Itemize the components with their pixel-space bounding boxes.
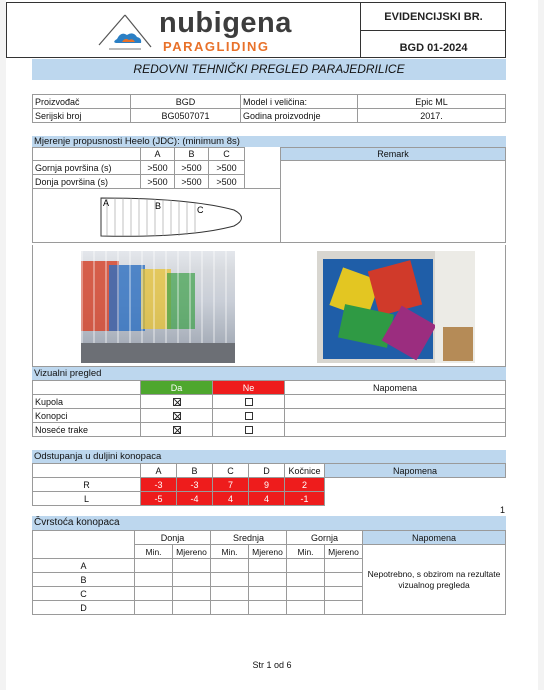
porosity-cell: >500 bbox=[175, 175, 209, 189]
serial-label: Serijski broj bbox=[33, 109, 131, 123]
porosity-spacer bbox=[245, 161, 281, 175]
deviation-note-cell bbox=[325, 492, 506, 506]
inspection-photo-left bbox=[81, 251, 235, 363]
porosity-title: Mjerenje propusnosti Heelo (JDC): (minimum 8s) bbox=[34, 136, 240, 147]
visual-no-cell bbox=[213, 423, 285, 437]
deviation-col: Kočnice bbox=[285, 464, 325, 478]
porosity-corner bbox=[33, 148, 141, 161]
strength-sub-min: Min. bbox=[211, 545, 249, 559]
porosity-col-c: C bbox=[209, 148, 245, 161]
visual-yes-cell bbox=[141, 395, 213, 409]
checked-checkbox[interactable] bbox=[173, 398, 181, 406]
visual-inspection-table bbox=[32, 380, 506, 437]
strength-row-label: B bbox=[33, 573, 135, 587]
deviation-cell: 4 bbox=[213, 492, 249, 506]
wing-point-b: B bbox=[155, 201, 162, 211]
deviation-row-label: R bbox=[33, 478, 141, 492]
visual-note-cell bbox=[285, 409, 506, 423]
producer-label: Proizvođač bbox=[33, 95, 131, 109]
porosity-cell: >500 bbox=[209, 175, 245, 189]
deviation-note-cell bbox=[325, 478, 506, 492]
strength-table bbox=[32, 530, 506, 615]
visual-yes-cell bbox=[141, 423, 213, 437]
title-band bbox=[32, 59, 506, 80]
strength-note-cell bbox=[363, 545, 506, 615]
serial-value: BG0507071 bbox=[131, 109, 241, 123]
remark-header: Remark bbox=[281, 148, 506, 161]
visual-no-cell bbox=[213, 395, 285, 409]
brand-subtitle: PARAGLIDING bbox=[163, 39, 270, 54]
checked-checkbox[interactable] bbox=[173, 412, 181, 420]
deviation-cell: 9 bbox=[249, 478, 285, 492]
visual-title: Vizualni pregled bbox=[34, 368, 102, 379]
strength-group: Srednja bbox=[211, 531, 287, 545]
porosity-cell: >500 bbox=[209, 161, 245, 175]
porosity-cell: >500 bbox=[141, 175, 175, 189]
porosity-row-label: Gornja površina (s) bbox=[33, 161, 141, 175]
strength-row-label: C bbox=[33, 587, 135, 601]
inspection-photo-right bbox=[317, 251, 475, 363]
deviation-cell: -5 bbox=[141, 492, 177, 506]
strength-row-label: D bbox=[33, 601, 135, 615]
wing-point-c: C bbox=[197, 205, 204, 215]
evidence-label-cell bbox=[360, 3, 506, 31]
strength-title: Čvrstoća konopaca bbox=[34, 517, 120, 528]
visual-row-label: Noseće trake bbox=[33, 423, 141, 437]
producer-value: BGD bbox=[131, 95, 241, 109]
wing-diagram-cell bbox=[33, 189, 281, 243]
deviation-cell: -3 bbox=[141, 478, 177, 492]
evidence-number: BGD 01-2024 bbox=[399, 42, 468, 54]
unchecked-checkbox[interactable] bbox=[245, 412, 253, 420]
deviation-cell: 7 bbox=[213, 478, 249, 492]
year-label: Godina proizvodnje bbox=[241, 109, 358, 123]
unchecked-checkbox[interactable] bbox=[245, 426, 253, 434]
remark-cell bbox=[281, 161, 506, 243]
visual-note-cell bbox=[285, 395, 506, 409]
wing-profile-diagram bbox=[99, 192, 249, 240]
deviation-col: D bbox=[249, 464, 285, 478]
strength-sub-min: Min. bbox=[287, 545, 325, 559]
visual-no-header: Ne bbox=[213, 381, 285, 395]
deviation-cell: -3 bbox=[177, 478, 213, 492]
checked-checkbox[interactable] bbox=[173, 426, 181, 434]
porosity-cell: >500 bbox=[175, 161, 209, 175]
porosity-row-label: Donja površina (s) bbox=[33, 175, 141, 189]
deviation-cell: 2 bbox=[285, 478, 325, 492]
visual-yes-cell bbox=[141, 409, 213, 423]
visual-row-label: Kupola bbox=[33, 395, 141, 409]
glider-info-table bbox=[32, 94, 506, 123]
visual-yes-header: Da bbox=[141, 381, 213, 395]
paraglider-logo-icon bbox=[95, 9, 157, 55]
document-page bbox=[6, 0, 538, 690]
porosity-col-a: A bbox=[141, 148, 175, 161]
deviation-col: A bbox=[141, 464, 177, 478]
strength-corner bbox=[33, 531, 135, 559]
strength-note-header: Napomena bbox=[363, 531, 506, 545]
document-title: REDOVNI TEHNIČKI PREGLED PARAJEDRILICE bbox=[133, 62, 405, 76]
year-value: 2017. bbox=[358, 109, 506, 123]
porosity-spacer bbox=[245, 175, 281, 189]
visual-note-cell bbox=[285, 423, 506, 437]
strength-group: Donja bbox=[135, 531, 211, 545]
strength-row-label: A bbox=[33, 559, 135, 573]
strength-sub-measured: Mjereno bbox=[173, 545, 211, 559]
strength-sub-min: Min. bbox=[135, 545, 173, 559]
deviation-col: B bbox=[177, 464, 213, 478]
deviation-table bbox=[32, 463, 506, 506]
deviation-corner bbox=[33, 464, 141, 478]
visual-header-bg bbox=[32, 367, 506, 380]
unchecked-checkbox[interactable] bbox=[245, 398, 253, 406]
brand-name: nubigena bbox=[159, 7, 292, 39]
strength-group: Gornja bbox=[287, 531, 363, 545]
deviation-note-header: Napomena bbox=[325, 464, 506, 478]
porosity-table bbox=[32, 147, 506, 243]
model-value: Epic ML bbox=[358, 95, 506, 109]
model-label: Model i veličina: bbox=[241, 95, 358, 109]
porosity-cell: >500 bbox=[141, 161, 175, 175]
deviation-title: Odstupanja u duljini konopaca bbox=[34, 451, 162, 462]
strength-sub-measured: Mjereno bbox=[249, 545, 287, 559]
porosity-col-b: B bbox=[175, 148, 209, 161]
header-box bbox=[6, 2, 506, 58]
evidence-number-cell bbox=[360, 31, 506, 57]
deviation-cell: -4 bbox=[177, 492, 213, 506]
deviation-row-label: L bbox=[33, 492, 141, 506]
side-page-number: 1 bbox=[500, 505, 506, 515]
deviation-cell: -1 bbox=[285, 492, 325, 506]
strength-sub-measured: Mjereno bbox=[325, 545, 363, 559]
visual-corner bbox=[33, 381, 141, 395]
deviation-col: C bbox=[213, 464, 249, 478]
logo-area bbox=[7, 3, 359, 57]
strength-note-text: Nepotrebno, s obzirom na rezultate vizualnog pregleda bbox=[367, 568, 501, 590]
photos-area bbox=[32, 245, 506, 367]
visual-note-header: Napomena bbox=[285, 381, 506, 395]
deviation-cell: 4 bbox=[249, 492, 285, 506]
visual-row-label: Konopci bbox=[33, 409, 141, 423]
porosity-spacer bbox=[245, 148, 281, 161]
evidence-label: EVIDENCIJSKI BR. bbox=[384, 11, 483, 23]
wing-point-a: A bbox=[103, 198, 110, 208]
page-footer: Str 1 od 6 bbox=[252, 660, 292, 670]
visual-no-cell bbox=[213, 409, 285, 423]
